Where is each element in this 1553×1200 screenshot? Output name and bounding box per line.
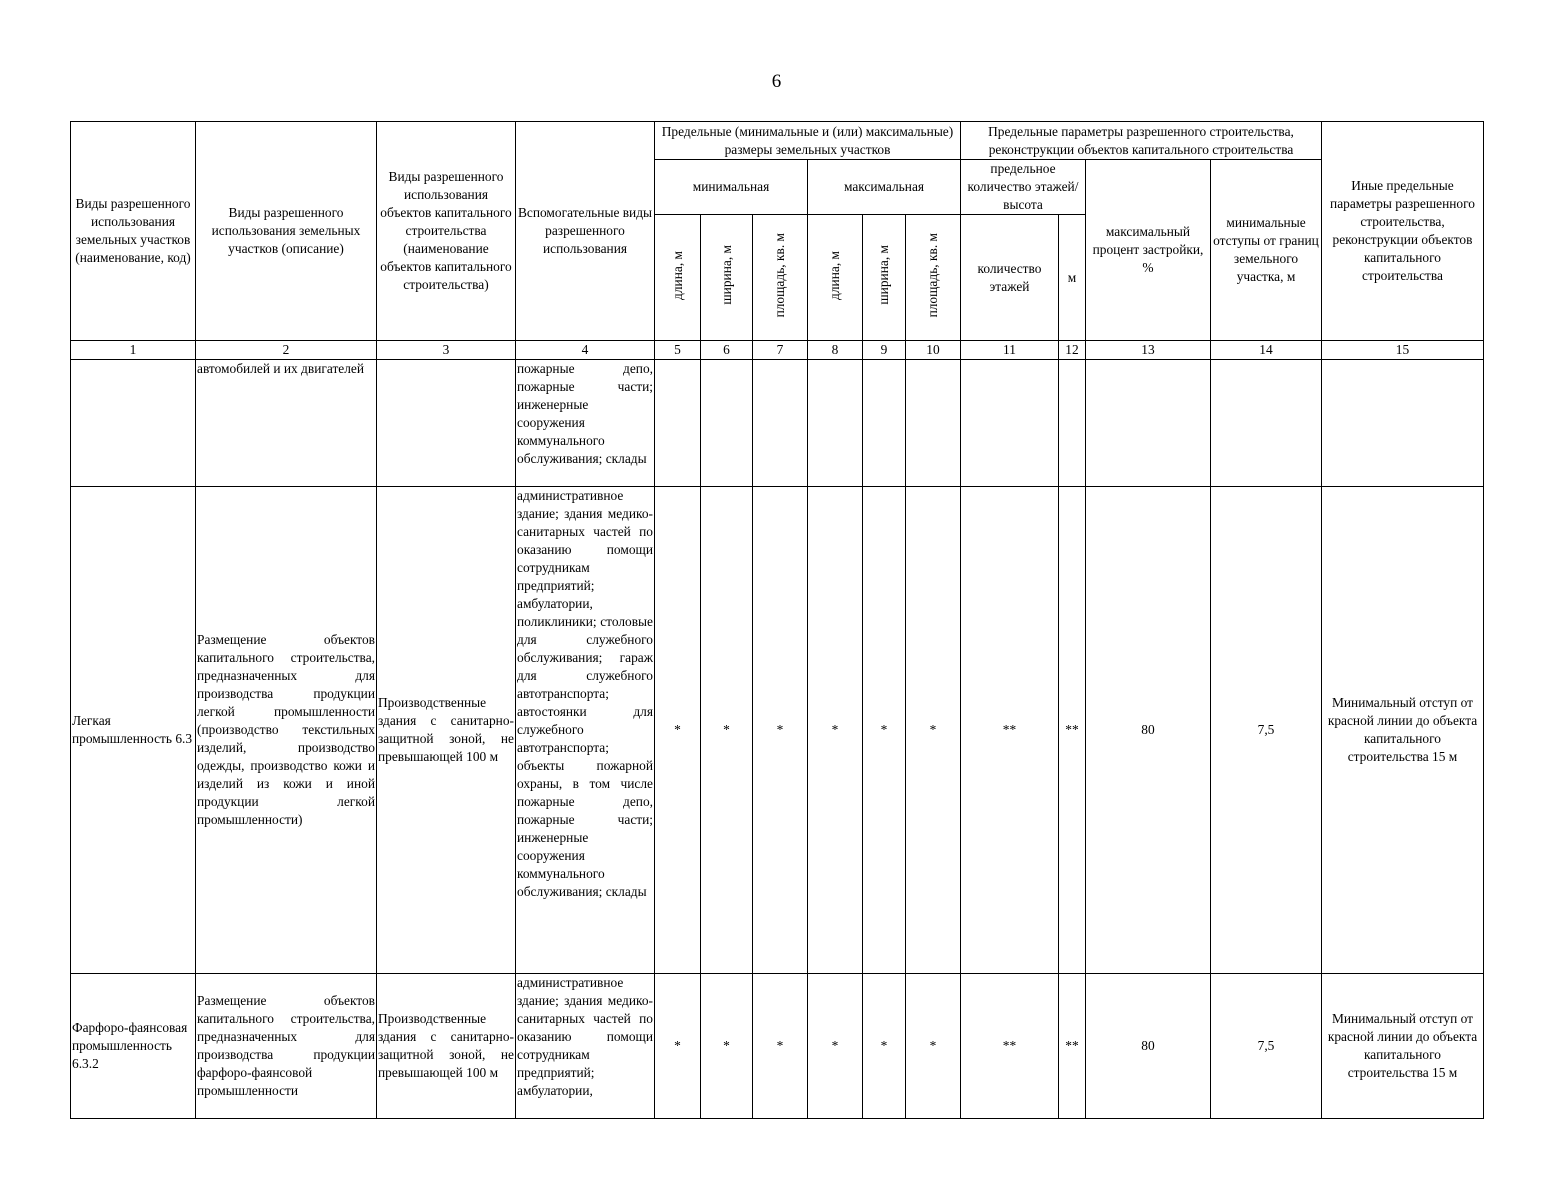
height-m: ** — [1059, 487, 1086, 974]
column-number: 1 — [71, 341, 196, 360]
height-m: ** — [1059, 974, 1086, 1119]
max-area: * — [906, 974, 961, 1119]
min-width: * — [701, 487, 753, 974]
other-params — [1322, 360, 1484, 487]
header-land-use-name: Виды разрешенного использования земельных участков (наименование, код) — [71, 122, 196, 341]
height-m — [1059, 360, 1086, 487]
page-number: 6 — [771, 71, 782, 92]
column-number: 6 — [701, 341, 753, 360]
floors-count: ** — [961, 974, 1059, 1119]
max-area — [906, 360, 961, 487]
header-max-area: площадь, кв. м — [906, 215, 961, 341]
header-capital-objects: Виды разрешенного использования объектов капитального строительства (наименование объектов капитального строительства) — [377, 122, 516, 341]
land-use-description: Размещение объектов капитального строительства, предназначенных для производства продукции легкой промышленности (производство текстильных изделий, производство одежды, производство кожи и изделий из кожи и иной продукции легкой промышленности) — [196, 487, 377, 974]
land-use-description: автомобилей и их двигателей — [196, 360, 377, 487]
land-use-name — [71, 360, 196, 487]
max-length: * — [808, 974, 863, 1119]
column-number-row — [71, 341, 1484, 360]
header-min-length: длина, м — [655, 215, 701, 341]
min-length: * — [655, 487, 701, 974]
column-number: 7 — [753, 341, 808, 360]
min-area: * — [753, 974, 808, 1119]
max-width: * — [863, 974, 906, 1119]
max-width — [863, 360, 906, 487]
other-params: Минимальный отступ от красной линии до объекта капитального строительства 15 м — [1322, 487, 1484, 974]
header-min-setback: минимальные отступы от границ земельного участка, м — [1211, 160, 1322, 341]
min-width: * — [701, 974, 753, 1119]
column-number: 14 — [1211, 341, 1322, 360]
min-setback: 7,5 — [1211, 487, 1322, 974]
auxiliary-uses: административное здание; здания медико-санитарных частей по оказанию помощи сотрудникам предприятий; амбулатории, поликлиники; столовые для служебного обслуживания; гараж для служебного автотранспорта; автостоянки для служебного автотранспорта; объекты пожарной охраны, в том числе пожарные депо, пожарные части; инженерные сооружения коммунального обслуживания; склады — [516, 487, 655, 974]
column-number: 5 — [655, 341, 701, 360]
min-length — [655, 360, 701, 487]
column-number: 13 — [1086, 341, 1211, 360]
regulations-table — [70, 121, 1484, 1119]
max-build-percent: 80 — [1086, 974, 1211, 1119]
min-length: * — [655, 974, 701, 1119]
header-maximum: максимальная — [808, 160, 961, 215]
other-params: Минимальный отступ от красной линии до объекта капитального строительства 15 м — [1322, 974, 1484, 1119]
header-auxiliary-uses: Вспомогательные виды разрешенного использования — [516, 122, 655, 341]
header-max-build-percent: максимальный процент застройки, % — [1086, 160, 1211, 341]
floors-count: ** — [961, 487, 1059, 974]
land-use-description: Размещение объектов капитального строительства, предназначенных для производства продукции фарфоро-фаянсовой промышленности — [196, 974, 377, 1119]
header-min-area: площадь, кв. м — [753, 215, 808, 341]
floors-count — [961, 360, 1059, 487]
max-length: * — [808, 487, 863, 974]
header-construction-params-group: Предельные параметры разрешенного строительства, реконструкции объектов капитального строительства — [961, 122, 1322, 160]
header-height-m: м — [1059, 215, 1086, 341]
column-number: 3 — [377, 341, 516, 360]
table-row — [71, 487, 1484, 974]
table-row — [71, 974, 1484, 1119]
max-length — [808, 360, 863, 487]
column-number: 10 — [906, 341, 961, 360]
capital-objects — [377, 360, 516, 487]
header-row — [71, 122, 1484, 160]
max-width: * — [863, 487, 906, 974]
header-max-length: длина, м — [808, 215, 863, 341]
min-setback: 7,5 — [1211, 974, 1322, 1119]
column-number: 15 — [1322, 341, 1484, 360]
min-area — [753, 360, 808, 487]
header-other-params: Иные предельные параметры разрешенного строительства, реконструкции объектов капитального строительства — [1322, 122, 1484, 341]
header-plot-sizes-group: Предельные (минимальные и (или) максимальные) размеры земельных участков — [655, 122, 961, 160]
land-use-name: Легкая промышленность 6.3 — [71, 487, 196, 974]
column-number: 4 — [516, 341, 655, 360]
max-build-percent — [1086, 360, 1211, 487]
column-number: 12 — [1059, 341, 1086, 360]
max-build-percent: 80 — [1086, 487, 1211, 974]
auxiliary-uses: административное здание; здания медико-санитарных частей по оказанию помощи сотрудникам предприятий; амбулатории, — [516, 974, 655, 1119]
capital-objects: Производственные здания с санитарно-защитной зоной, не превышающей 100 м — [377, 974, 516, 1119]
header-floors-count: количество этажей — [961, 215, 1059, 341]
land-use-name: Фарфоро-фаянсовая промышленность 6.3.2 — [71, 974, 196, 1119]
header-floors-height: предельное количество этажей/высота — [961, 160, 1086, 215]
auxiliary-uses: пожарные депо, пожарные части; инженерные сооружения коммунального обслуживания; склады — [516, 360, 655, 487]
max-area: * — [906, 487, 961, 974]
header-max-width: ширина, м — [863, 215, 906, 341]
header-min-width: ширина, м — [701, 215, 753, 341]
header-land-use-description: Виды разрешенного использования земельных участков (описание) — [196, 122, 377, 341]
min-area: * — [753, 487, 808, 974]
min-width — [701, 360, 753, 487]
table-row — [71, 360, 1484, 487]
capital-objects: Производственные здания с санитарно-защитной зоной, не превышающей 100 м — [377, 487, 516, 974]
min-setback — [1211, 360, 1322, 487]
column-number: 8 — [808, 341, 863, 360]
column-number: 9 — [863, 341, 906, 360]
column-number: 2 — [196, 341, 377, 360]
column-number: 11 — [961, 341, 1059, 360]
header-minimum: минимальная — [655, 160, 808, 215]
